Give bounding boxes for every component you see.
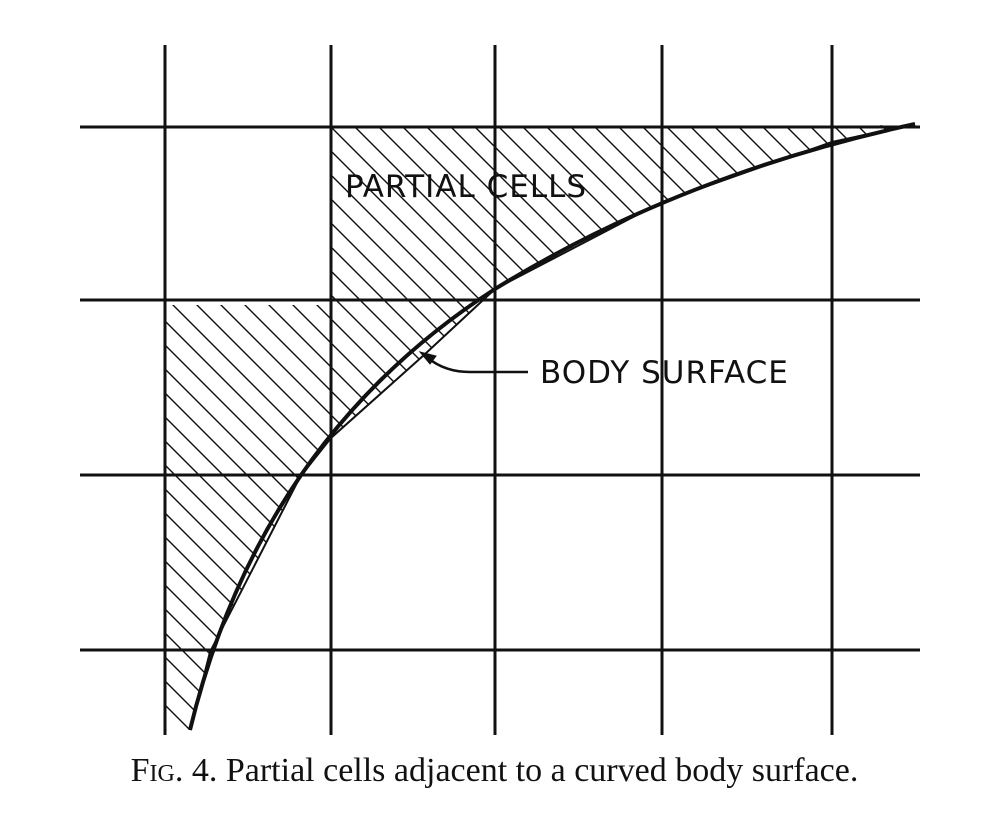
hatch-line (924, 0, 989, 838)
hatch-line (0, 0, 84, 838)
hatch-line (0, 0, 84, 838)
hatch-line (948, 0, 989, 838)
hatch-line (0, 0, 60, 838)
hatch-line (972, 0, 989, 838)
hatch-line (0, 0, 84, 838)
hatch-line (0, 0, 60, 838)
hatch-line (0, 0, 84, 838)
hatch-line (948, 0, 989, 838)
hatch-line (948, 0, 989, 838)
hatch-line (0, 0, 60, 838)
hatch-line (0, 0, 84, 838)
hatch-line (0, 0, 12, 838)
hatch-line (0, 0, 36, 838)
hatch-line (0, 0, 12, 838)
hatch-line (972, 0, 989, 838)
hatch-line (0, 0, 36, 838)
hatch-line (0, 0, 36, 838)
body-surface-chords (190, 124, 915, 730)
hatch-line (972, 0, 989, 838)
hatch-line (0, 0, 36, 838)
hatch-line (0, 0, 36, 838)
hatch-line (0, 0, 36, 838)
hatch-line (972, 0, 989, 838)
hatch-line (972, 0, 989, 838)
body-surface-label: BODY SURFACE (540, 355, 789, 391)
hatch-line (924, 0, 989, 838)
hatch-line (0, 0, 60, 838)
grid (80, 45, 920, 735)
body-surface-curve (190, 124, 915, 730)
hatch-line (0, 0, 12, 838)
partial-cells-label: PARTIAL CELLS (345, 169, 588, 205)
hatch-line (0, 0, 84, 838)
hatch-line (0, 0, 12, 838)
hatch-line (0, 0, 60, 838)
hatch-line (948, 0, 989, 838)
hatch-line (924, 0, 989, 838)
hatch-line (924, 0, 989, 838)
figure-caption (0, 752, 989, 790)
hatch-line (0, 0, 12, 838)
hatch-line (972, 0, 989, 838)
hatch-line (924, 0, 989, 838)
hatch-line (948, 0, 989, 838)
hatch-line (0, 0, 36, 838)
hatch-line (0, 0, 12, 838)
hatch-line (0, 0, 36, 838)
hatch-line (972, 0, 989, 838)
hatch-line (0, 0, 60, 838)
hatch-line (0, 0, 84, 838)
hatch-line (0, 0, 84, 838)
body-surface-leader (420, 352, 528, 372)
hatch-line (948, 0, 989, 838)
hatch-line (924, 0, 989, 838)
hatch-line (0, 0, 60, 838)
hatch-line (924, 0, 989, 838)
hatch-line (0, 0, 60, 838)
hatch-line (948, 0, 989, 838)
figure-caption-text: 4. Partial cells adjacent to a curved body surface. (183, 752, 859, 789)
hatch-line (972, 0, 989, 838)
hatch-line (948, 0, 989, 838)
hatch-line (924, 0, 989, 838)
hatch-line (0, 0, 12, 838)
hatch-line (0, 0, 12, 838)
figure-caption-prefix: Fig. (130, 752, 184, 789)
